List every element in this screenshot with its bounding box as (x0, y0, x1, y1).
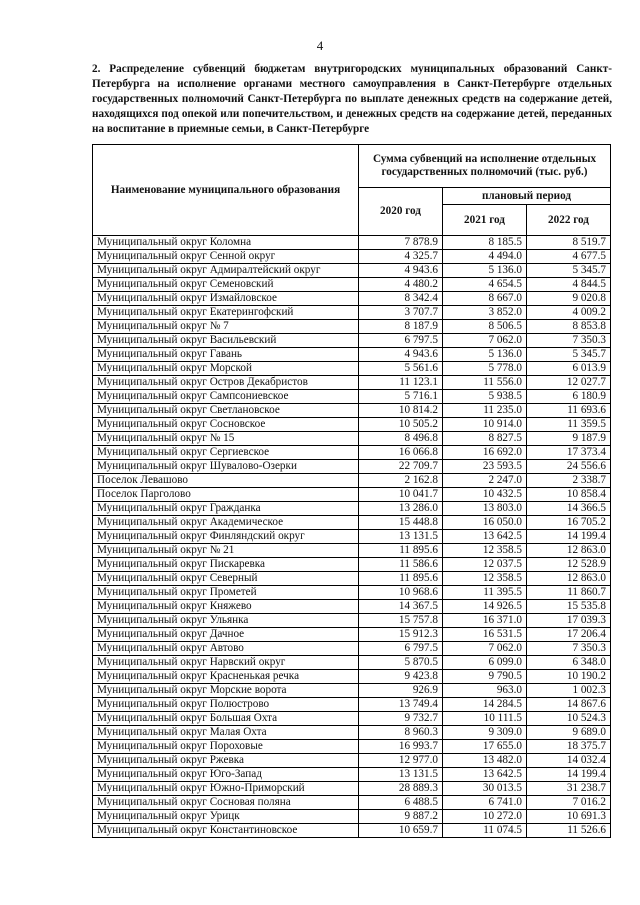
value-2021: 5 778.0 (443, 362, 527, 376)
table-row (93, 698, 611, 712)
value-2022: 16 705.2 (527, 516, 611, 530)
municipality-name: Муниципальный округ Константиновское (93, 824, 359, 838)
table-row (93, 488, 611, 502)
table-row (93, 390, 611, 404)
value-2022: 8 853.8 (527, 320, 611, 334)
table-row (93, 334, 611, 348)
table-row (93, 782, 611, 796)
table-row (93, 544, 611, 558)
value-2022: 12 528.9 (527, 558, 611, 572)
municipality-name: Муниципальный округ Остров Декабристов (93, 376, 359, 390)
municipality-name: Поселок Парголово (93, 488, 359, 502)
value-2021: 8 667.0 (443, 292, 527, 306)
municipality-name: Муниципальный округ Пороховые (93, 740, 359, 754)
value-2020: 9 887.2 (359, 810, 443, 824)
municipality-name: Муниципальный округ Княжево (93, 600, 359, 614)
table-row (93, 796, 611, 810)
value-2021: 8 827.5 (443, 432, 527, 446)
header-year-2021: 2021 год (443, 205, 527, 236)
municipality-name: Муниципальный округ Дачное (93, 628, 359, 642)
value-2022: 6 180.9 (527, 390, 611, 404)
value-2021: 7 062.0 (443, 334, 527, 348)
table-row (93, 600, 611, 614)
municipality-name: Муниципальный округ Сампсониевское (93, 390, 359, 404)
value-2022: 2 338.7 (527, 474, 611, 488)
header-municipality: Наименование муниципального образования (93, 145, 359, 236)
municipality-name: Муниципальный округ Прометей (93, 586, 359, 600)
value-2021: 10 272.0 (443, 810, 527, 824)
value-2020: 10 968.6 (359, 586, 443, 600)
value-2021: 11 235.0 (443, 404, 527, 418)
value-2020: 4 325.7 (359, 250, 443, 264)
value-2020: 16 066.8 (359, 446, 443, 460)
value-2020: 15 757.8 (359, 614, 443, 628)
value-2022: 11 526.6 (527, 824, 611, 838)
value-2021: 16 371.0 (443, 614, 527, 628)
value-2020: 5 561.6 (359, 362, 443, 376)
table-row (93, 642, 611, 656)
value-2022: 4 009.2 (527, 306, 611, 320)
municipality-name: Муниципальный округ Гражданка (93, 502, 359, 516)
table-row (93, 712, 611, 726)
value-2022: 5 345.7 (527, 264, 611, 278)
municipality-name: Муниципальный округ Сосновское (93, 418, 359, 432)
value-2022: 14 199.4 (527, 530, 611, 544)
value-2022: 9 187.9 (527, 432, 611, 446)
municipality-name: Муниципальный округ Сенной округ (93, 250, 359, 264)
municipality-name: Муниципальный округ Красненькая речка (93, 670, 359, 684)
table-row (93, 404, 611, 418)
value-2020: 8 187.9 (359, 320, 443, 334)
value-2021: 3 852.0 (443, 306, 527, 320)
value-2021: 12 037.5 (443, 558, 527, 572)
value-2021: 963.0 (443, 684, 527, 698)
table-row (93, 236, 611, 250)
value-2020: 4 480.2 (359, 278, 443, 292)
header-planning-period: плановый период (443, 188, 611, 205)
value-2021: 10 111.5 (443, 712, 527, 726)
municipality-name: Муниципальный округ Нарвский округ (93, 656, 359, 670)
municipality-name: Муниципальный округ Большая Охта (93, 712, 359, 726)
value-2020: 11 895.6 (359, 572, 443, 586)
municipality-name: Муниципальный округ Ржевка (93, 754, 359, 768)
value-2021: 5 938.5 (443, 390, 527, 404)
value-2021: 6 099.0 (443, 656, 527, 670)
value-2022: 14 032.4 (527, 754, 611, 768)
value-2020: 10 041.7 (359, 488, 443, 502)
value-2021: 17 655.0 (443, 740, 527, 754)
table-row (93, 362, 611, 376)
value-2020: 11 123.1 (359, 376, 443, 390)
value-2022: 24 556.6 (527, 460, 611, 474)
value-2021: 4 654.5 (443, 278, 527, 292)
municipality-name: Муниципальный округ № 7 (93, 320, 359, 334)
value-2021: 5 136.0 (443, 348, 527, 362)
table-row (93, 432, 611, 446)
value-2022: 11 359.5 (527, 418, 611, 432)
value-2022: 10 190.2 (527, 670, 611, 684)
value-2021: 13 642.5 (443, 530, 527, 544)
value-2021: 8 506.5 (443, 320, 527, 334)
value-2020: 28 889.3 (359, 782, 443, 796)
value-2020: 5 716.1 (359, 390, 443, 404)
value-2022: 12 027.7 (527, 376, 611, 390)
municipality-name: Муниципальный округ Сергиевское (93, 446, 359, 460)
value-2022: 17 206.4 (527, 628, 611, 642)
value-2022: 6 013.9 (527, 362, 611, 376)
value-2021: 7 062.0 (443, 642, 527, 656)
value-2022: 7 350.3 (527, 334, 611, 348)
table-row (93, 656, 611, 670)
value-2021: 8 185.5 (443, 236, 527, 250)
value-2020: 7 878.9 (359, 236, 443, 250)
municipality-name: Муниципальный округ Светлановское (93, 404, 359, 418)
value-2021: 16 531.5 (443, 628, 527, 642)
value-2020: 14 367.5 (359, 600, 443, 614)
value-2022: 11 693.6 (527, 404, 611, 418)
value-2020: 13 749.4 (359, 698, 443, 712)
header-year-2020: 2020 год (359, 188, 443, 236)
table-row (93, 418, 611, 432)
value-2020: 10 505.2 (359, 418, 443, 432)
value-2022: 4 844.5 (527, 278, 611, 292)
table-row (93, 824, 611, 838)
municipality-name: Муниципальный округ Ульянка (93, 614, 359, 628)
value-2020: 15 912.3 (359, 628, 443, 642)
municipality-name: Поселок Левашово (93, 474, 359, 488)
municipality-name: Муниципальный округ Урицк (93, 810, 359, 824)
value-2020: 10 814.2 (359, 404, 443, 418)
table-row (93, 530, 611, 544)
value-2022: 10 691.3 (527, 810, 611, 824)
value-2021: 12 358.5 (443, 544, 527, 558)
municipality-name: Муниципальный округ Васильевский (93, 334, 359, 348)
value-2022: 10 858.4 (527, 488, 611, 502)
value-2021: 6 741.0 (443, 796, 527, 810)
value-2021: 10 432.5 (443, 488, 527, 502)
value-2020: 3 707.7 (359, 306, 443, 320)
value-2020: 9 732.7 (359, 712, 443, 726)
value-2022: 4 677.5 (527, 250, 611, 264)
value-2021: 23 593.5 (443, 460, 527, 474)
value-2020: 6 797.5 (359, 642, 443, 656)
value-2022: 14 867.6 (527, 698, 611, 712)
table-row (93, 516, 611, 530)
municipality-name: Муниципальный округ Семеновский (93, 278, 359, 292)
value-2021: 13 482.0 (443, 754, 527, 768)
value-2021: 11 395.5 (443, 586, 527, 600)
value-2020: 22 709.7 (359, 460, 443, 474)
value-2022: 6 348.0 (527, 656, 611, 670)
table-row (93, 614, 611, 628)
municipality-name: Муниципальный округ Шувалово-Озерки (93, 460, 359, 474)
municipality-name: Муниципальный округ Коломна (93, 236, 359, 250)
value-2021: 16 050.0 (443, 516, 527, 530)
value-2020: 2 162.8 (359, 474, 443, 488)
municipality-name: Муниципальный округ Пискаревка (93, 558, 359, 572)
table-row (93, 376, 611, 390)
value-2020: 6 488.5 (359, 796, 443, 810)
municipality-name: Муниципальный округ № 21 (93, 544, 359, 558)
value-2022: 11 860.7 (527, 586, 611, 600)
value-2021: 16 692.0 (443, 446, 527, 460)
table-row (93, 586, 611, 600)
table-row (93, 768, 611, 782)
value-2022: 15 535.8 (527, 600, 611, 614)
value-2022: 7 350.3 (527, 642, 611, 656)
value-2020: 8 342.4 (359, 292, 443, 306)
value-2021: 10 914.0 (443, 418, 527, 432)
value-2021: 5 136.0 (443, 264, 527, 278)
table-row (93, 726, 611, 740)
value-2022: 14 366.5 (527, 502, 611, 516)
municipality-name: Муниципальный округ Екатерингофский (93, 306, 359, 320)
header-year-2022: 2022 год (527, 205, 611, 236)
municipality-name: Муниципальный округ Полюстрово (93, 698, 359, 712)
table-row (93, 740, 611, 754)
municipality-name: Муниципальный округ Академическое (93, 516, 359, 530)
value-2022: 12 863.0 (527, 544, 611, 558)
municipality-name: Муниципальный округ Финляндский округ (93, 530, 359, 544)
value-2020: 13 131.5 (359, 768, 443, 782)
table-body (93, 236, 611, 838)
value-2022: 10 524.3 (527, 712, 611, 726)
value-2020: 15 448.8 (359, 516, 443, 530)
value-2022: 31 238.7 (527, 782, 611, 796)
table-row (93, 460, 611, 474)
value-2022: 14 199.4 (527, 768, 611, 782)
subventions-table (92, 144, 611, 838)
municipality-name: Муниципальный округ Автово (93, 642, 359, 656)
value-2021: 30 013.5 (443, 782, 527, 796)
table-row (93, 292, 611, 306)
municipality-name: Муниципальный округ Сосновая поляна (93, 796, 359, 810)
value-2022: 5 345.7 (527, 348, 611, 362)
value-2022: 17 039.3 (527, 614, 611, 628)
value-2021: 14 284.5 (443, 698, 527, 712)
municipality-name: Муниципальный округ Морской (93, 362, 359, 376)
municipality-name: Муниципальный округ Северный (93, 572, 359, 586)
table-row (93, 572, 611, 586)
value-2020: 4 943.6 (359, 264, 443, 278)
table-row (93, 628, 611, 642)
section-title: 2. Распределение субвенций бюджетам внутригородских муниципальных образований Санкт-Петербурга на исполнение органами местного самоуправления в Санкт-Петербурге отдельных государственных полномочий Санкт-Петербурга по выплате денежных средств на содержание детей, находящихся под опекой или попечительством, и денежных средств на содержание детей, переданных на воспитание в приемные семьи, в Санкт-Петербурге (92, 63, 612, 135)
value-2022: 1 002.3 (527, 684, 611, 698)
municipality-name: Муниципальный округ Малая Охта (93, 726, 359, 740)
table-row (93, 474, 611, 488)
value-2020: 11 895.6 (359, 544, 443, 558)
table-row (93, 684, 611, 698)
value-2021: 4 494.0 (443, 250, 527, 264)
value-2021: 13 803.0 (443, 502, 527, 516)
table-row (93, 446, 611, 460)
table-row (93, 320, 611, 334)
value-2021: 2 247.0 (443, 474, 527, 488)
value-2020: 8 960.3 (359, 726, 443, 740)
value-2020: 5 870.5 (359, 656, 443, 670)
value-2021: 9 790.5 (443, 670, 527, 684)
header-subvention-sum: Сумма субвенций на исполнение отдельных государственных полномочий (тыс. руб.) (359, 145, 611, 188)
table-row (93, 670, 611, 684)
value-2021: 11 556.0 (443, 376, 527, 390)
municipality-name: Муниципальный округ № 15 (93, 432, 359, 446)
value-2022: 18 375.7 (527, 740, 611, 754)
table-row (93, 348, 611, 362)
value-2021: 12 358.5 (443, 572, 527, 586)
value-2022: 17 373.4 (527, 446, 611, 460)
value-2020: 12 977.0 (359, 754, 443, 768)
value-2020: 926.9 (359, 684, 443, 698)
municipality-name: Муниципальный округ Гавань (93, 348, 359, 362)
value-2022: 9 689.0 (527, 726, 611, 740)
table-row (93, 250, 611, 264)
municipality-name: Муниципальный округ Южно-Приморский (93, 782, 359, 796)
municipality-name: Муниципальный округ Морские ворота (93, 684, 359, 698)
value-2020: 6 797.5 (359, 334, 443, 348)
value-2021: 14 926.5 (443, 600, 527, 614)
value-2020: 13 286.0 (359, 502, 443, 516)
value-2020: 4 943.6 (359, 348, 443, 362)
table-row (93, 754, 611, 768)
value-2022: 12 863.0 (527, 572, 611, 586)
municipality-name: Муниципальный округ Юго-Запад (93, 768, 359, 782)
table-row (93, 306, 611, 320)
value-2020: 11 586.6 (359, 558, 443, 572)
page-number: 4 (316, 38, 324, 53)
value-2022: 7 016.2 (527, 796, 611, 810)
value-2022: 9 020.8 (527, 292, 611, 306)
table-row (93, 278, 611, 292)
table-row (93, 264, 611, 278)
table-row (93, 558, 611, 572)
table-row (93, 502, 611, 516)
value-2021: 9 309.0 (443, 726, 527, 740)
value-2020: 10 659.7 (359, 824, 443, 838)
value-2021: 13 642.5 (443, 768, 527, 782)
value-2021: 11 074.5 (443, 824, 527, 838)
value-2020: 9 423.8 (359, 670, 443, 684)
value-2022: 8 519.7 (527, 236, 611, 250)
value-2020: 13 131.5 (359, 530, 443, 544)
value-2020: 16 993.7 (359, 740, 443, 754)
municipality-name: Муниципальный округ Адмиралтейский округ (93, 264, 359, 278)
table-row (93, 810, 611, 824)
value-2020: 8 496.8 (359, 432, 443, 446)
municipality-name: Муниципальный округ Измайловское (93, 292, 359, 306)
